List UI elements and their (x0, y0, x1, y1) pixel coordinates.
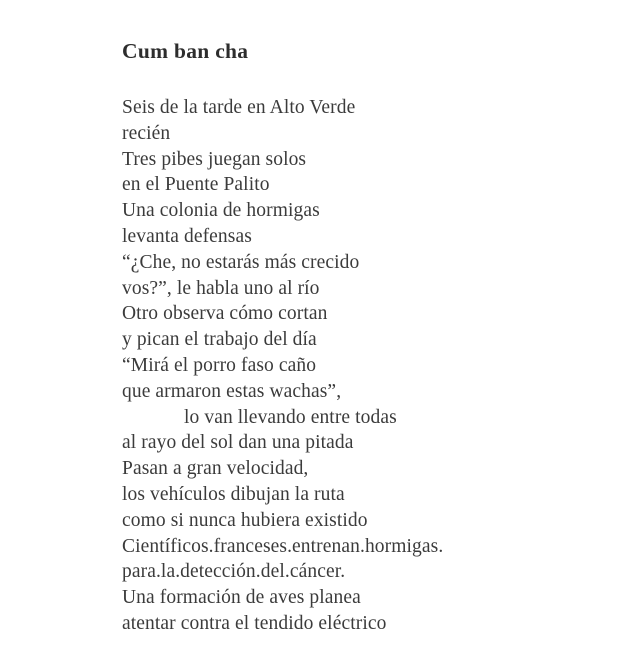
poem-line: que armaron estas wachas”, (122, 380, 342, 402)
poem-line: “¿Che, no estarás más crecido (122, 251, 360, 273)
poem-line: Científicos.franceses.entrenan.hormigas. (122, 535, 444, 557)
poem-line: los vehículos dibujan la ruta (122, 483, 345, 505)
poem-line: “Mirá el porro faso caño (122, 354, 317, 376)
poem-line: en el Puente Palito (122, 174, 270, 196)
poem-line: Otro observa cómo cortan (122, 303, 328, 325)
poem-line: para.la.detección.del.cáncer. (122, 561, 346, 583)
poem-line: al rayo del sol dan una pitada (122, 432, 354, 454)
poem-line: recién (122, 122, 171, 144)
poem (122, 38, 582, 637)
poem-line: como si nunca hubiera existido (122, 509, 368, 531)
poem-line: lo van llevando entre todas (184, 406, 397, 428)
poem-line: y pican el trabajo del día (122, 329, 317, 351)
poem-line: atentar contra el tendido eléctrico (122, 612, 387, 634)
poem-line: levanta defensas (122, 225, 252, 247)
poem-title: Cum ban cha (122, 39, 249, 63)
poem-line: Una colonia de hormigas (122, 200, 320, 222)
poem-lines (122, 95, 582, 637)
poem-line: Una formación de aves planea (122, 587, 361, 609)
poem-line: Seis de la tarde en Alto Verde (122, 97, 356, 118)
poem-line: vos?”, le habla uno al río (122, 277, 320, 299)
poem-line: Tres pibes juegan solos (122, 148, 307, 170)
poem-line: Pasan a gran velocidad, (122, 458, 309, 480)
